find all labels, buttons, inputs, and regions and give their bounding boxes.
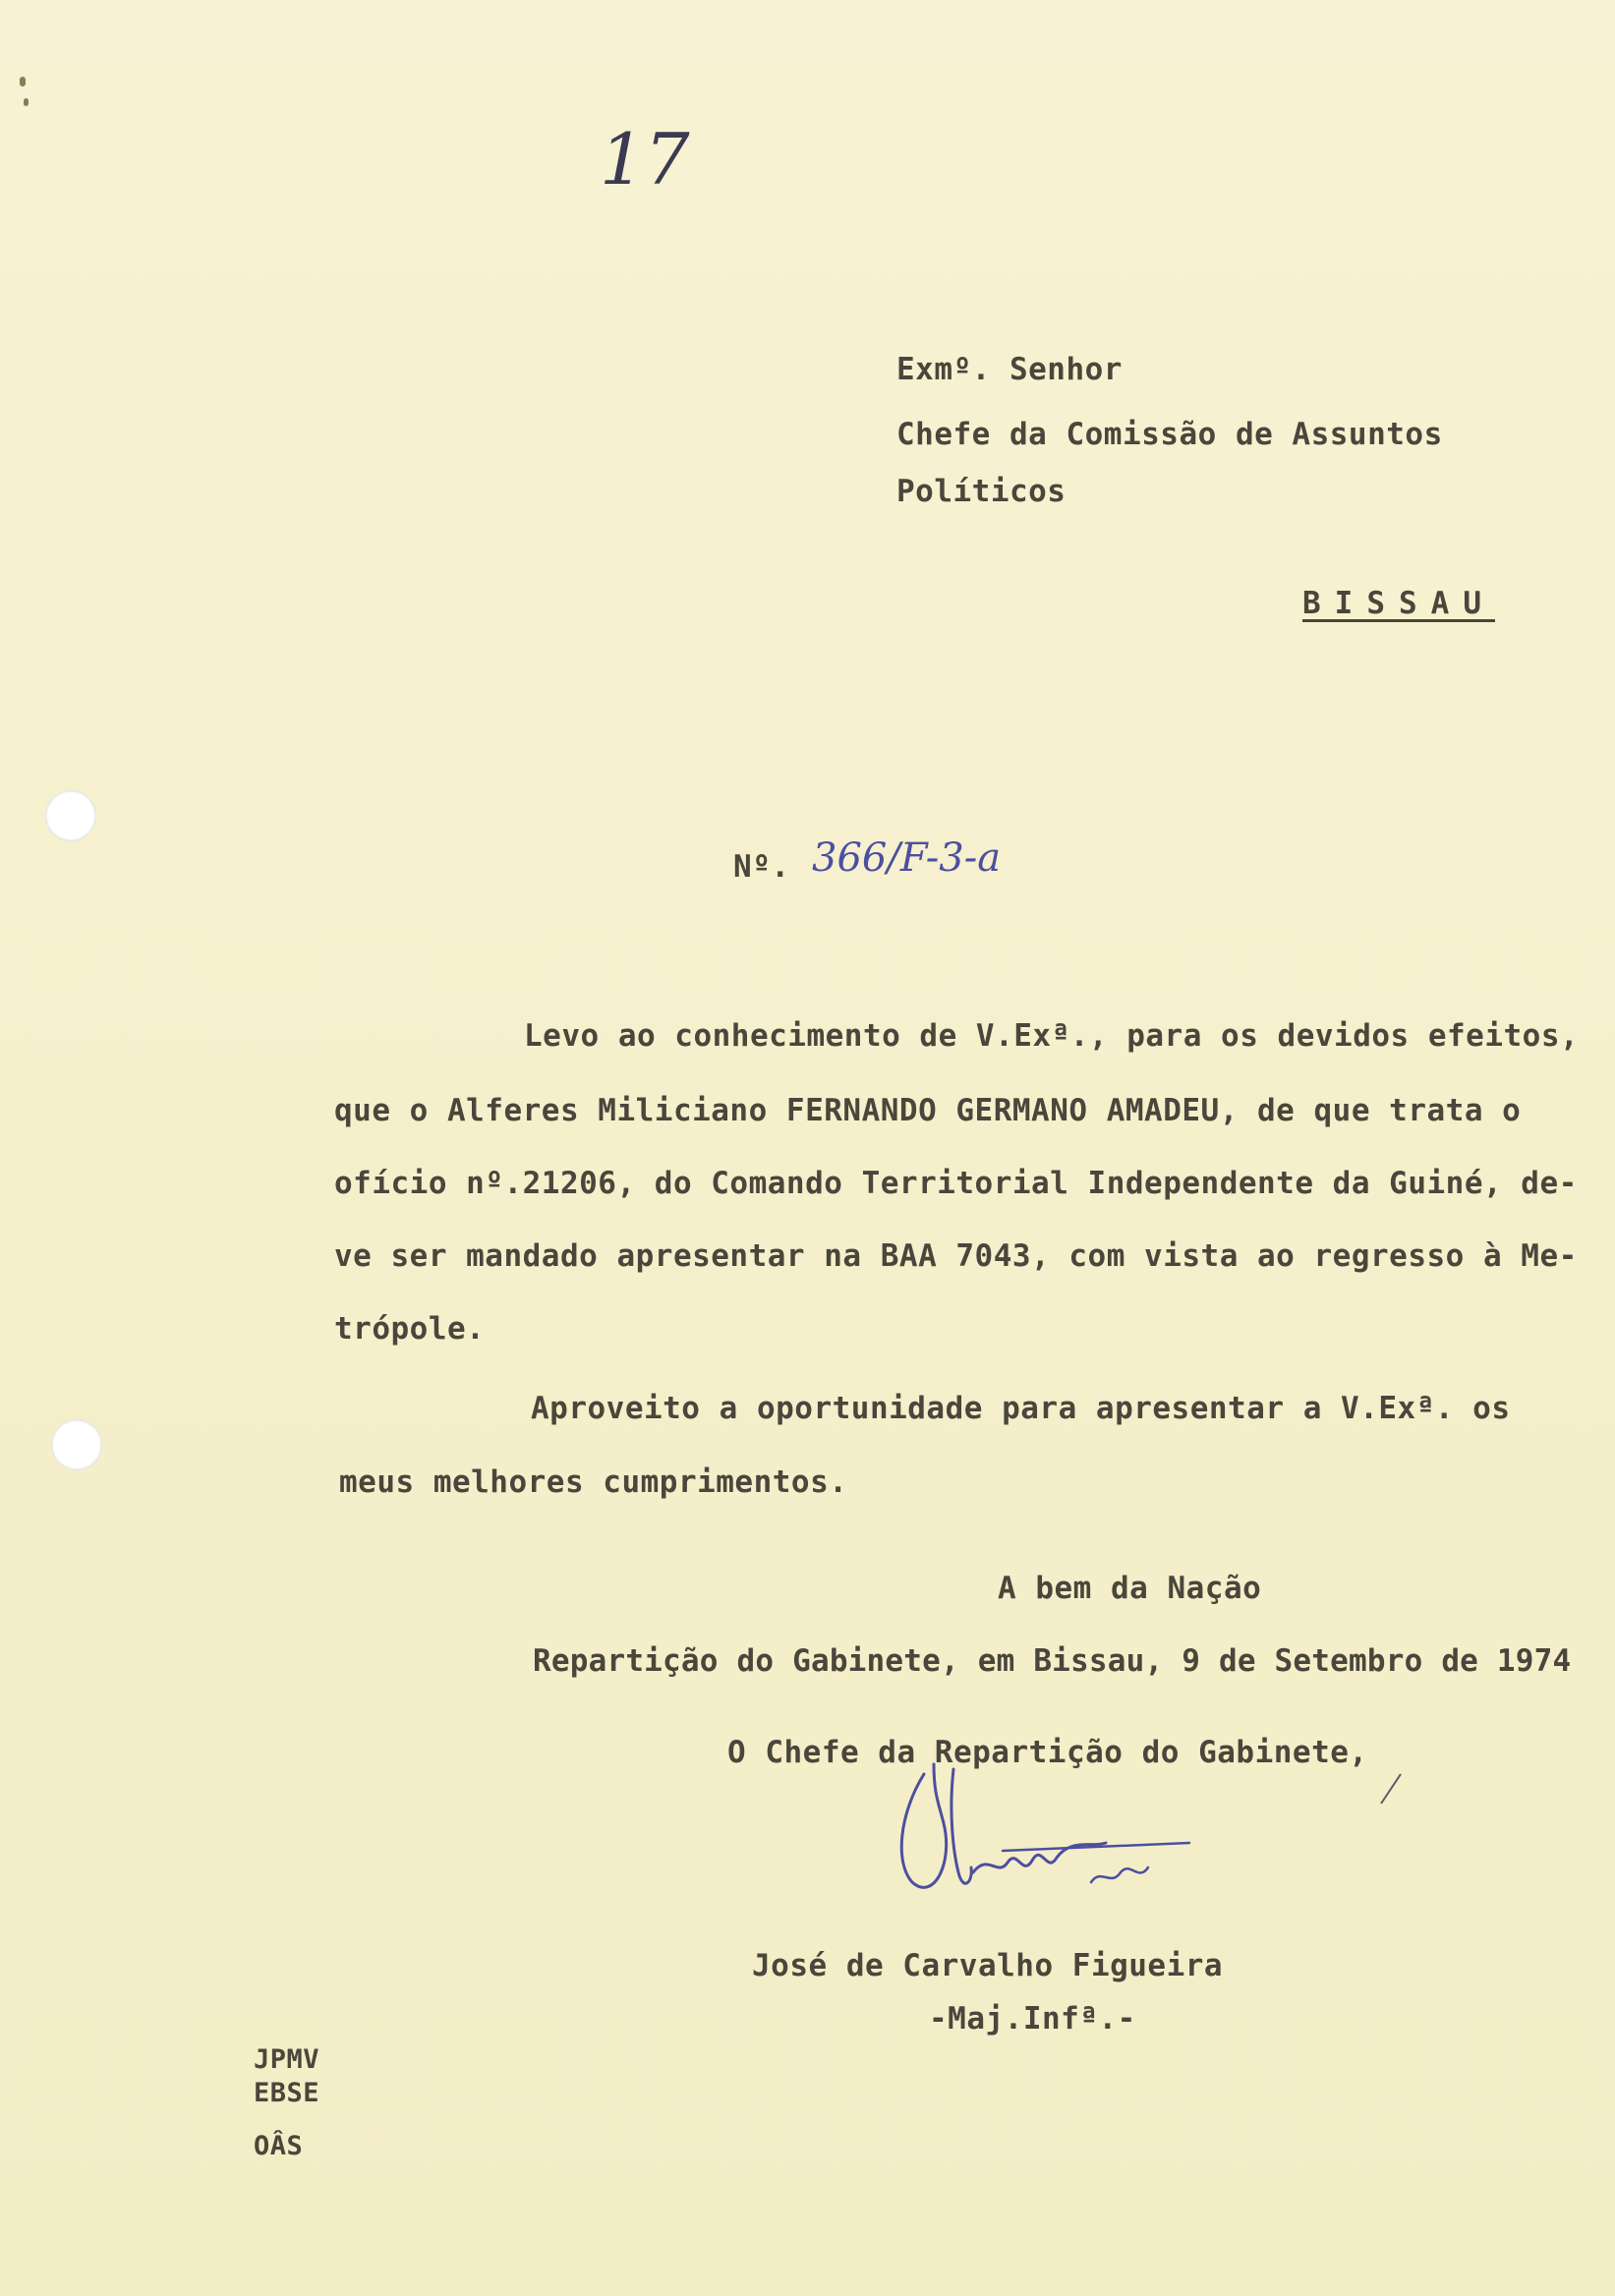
punch-hole-top [45, 790, 96, 841]
salutation: Exmº. Senhor [896, 352, 1123, 387]
pen-mark [1376, 1769, 1406, 1808]
edge-mark [24, 98, 29, 106]
initials-line-3: OÂS [254, 2131, 304, 2161]
punch-hole-bottom [51, 1419, 102, 1470]
place-date: Repartição do Gabinete, em Bissau, 9 de Setembro de 1974 [533, 1643, 1572, 1679]
reference-number: 366/F-3-a [812, 835, 1002, 881]
signer-rank: -Maj.Infª.- [929, 2001, 1136, 2037]
recipient-line-1: Chefe da Comissão de Assuntos [896, 417, 1443, 452]
body-line-2: que o Alferes Miliciano FERNANDO GERMANO AMADEU, de que trata o [334, 1093, 1522, 1128]
body-line-4: ve ser mandado apresentar na BAA 7043, com vista ao regresso à Me- [334, 1238, 1578, 1274]
edge-mark [20, 77, 26, 86]
body-line-5: trópole. [334, 1311, 486, 1347]
body-line-7: meus melhores cumprimentos. [339, 1464, 848, 1500]
signature [894, 1745, 1209, 1941]
page-number: 17 [600, 118, 690, 201]
reference-prefix: Nº. [733, 849, 790, 885]
body-line-3: ofício nº.21206, do Comando Territorial Independente da Guiné, de- [334, 1166, 1578, 1201]
recipient-line-2: Políticos [896, 474, 1067, 509]
initials-line-2: EBSE [254, 2078, 320, 2108]
recipient-city: BISSAU [1302, 586, 1495, 621]
initials-line-1: JPMV [254, 2044, 320, 2075]
signer-name: José de Carvalho Figueira [752, 1948, 1224, 1983]
body-line-6: Aproveito a oportunidade para apresentar a V.Exª. os [531, 1391, 1511, 1426]
signer-role: O Chefe da Repartição do Gabinete, [727, 1735, 1368, 1770]
closing-motto: A bem da Nação [998, 1571, 1262, 1606]
body-line-1: Levo ao conhecimento de V.Exª., para os devidos efeitos, [524, 1018, 1580, 1054]
